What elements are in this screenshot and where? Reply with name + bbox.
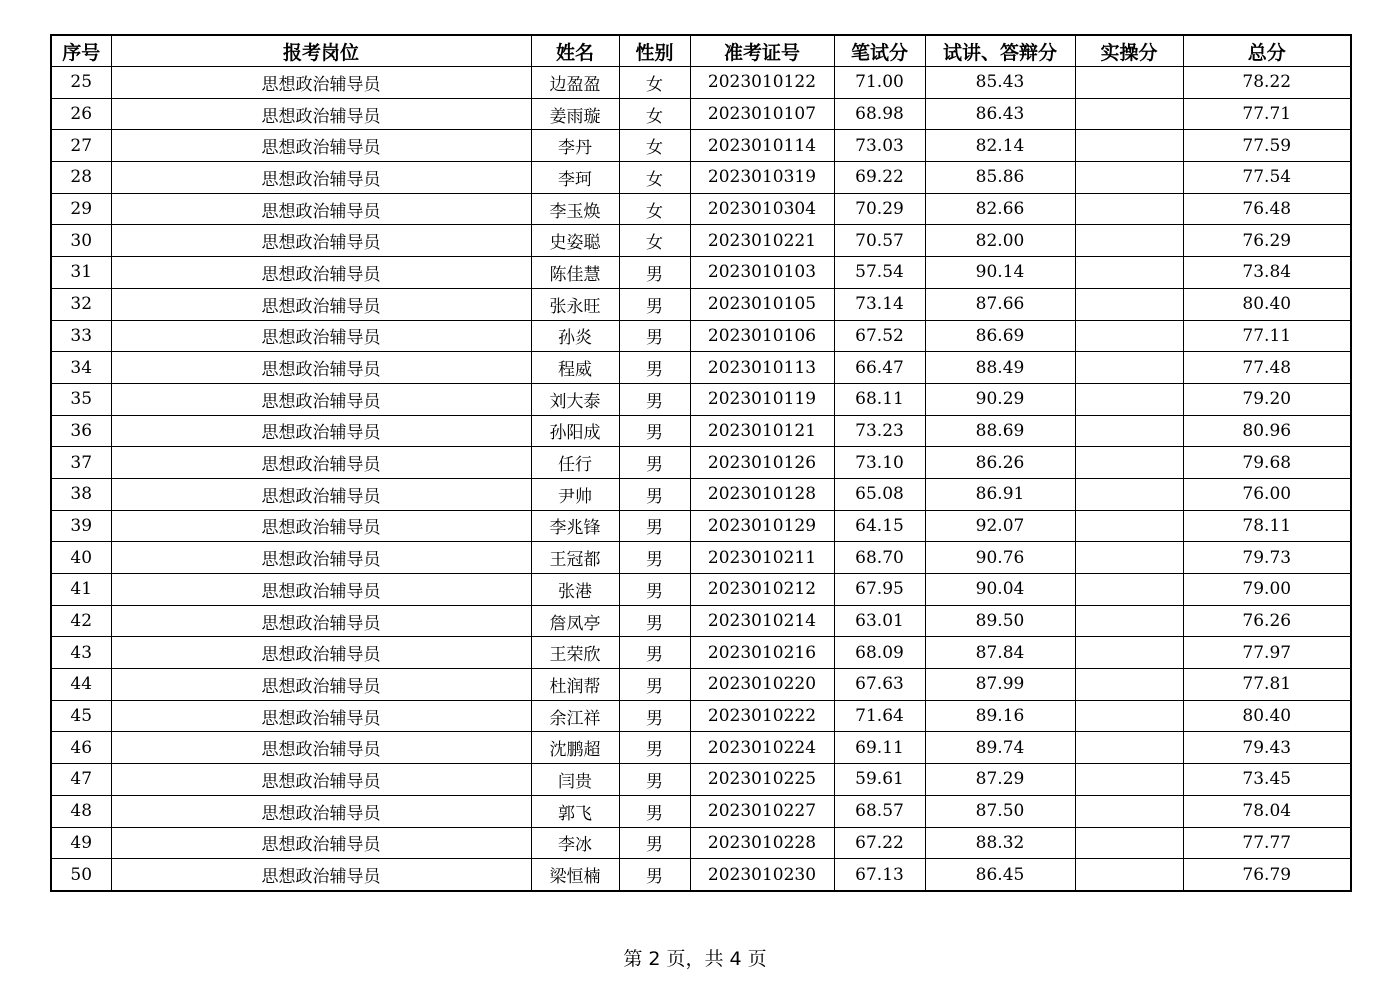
cell-position: 思想政治辅导员 [111, 415, 531, 447]
cell-total-score: 76.48 [1183, 193, 1351, 225]
cell-gender: 男 [619, 478, 690, 510]
table-row [51, 637, 1351, 669]
cell-lecture-score: 90.04 [925, 574, 1075, 606]
cell-exam-id: 2023010122 [690, 67, 834, 99]
cell-total-score: 79.00 [1183, 574, 1351, 606]
cell-position: 思想政治辅导员 [111, 288, 531, 320]
cell-position: 思想政治辅导员 [111, 383, 531, 415]
cell-name: 任行 [531, 447, 619, 479]
cell-lecture-score: 86.69 [925, 320, 1075, 352]
cell-total-score: 79.73 [1183, 542, 1351, 574]
cell-practical-score [1075, 225, 1183, 257]
cell-name: 李珂 [531, 162, 619, 194]
cell-total-score: 76.00 [1183, 478, 1351, 510]
cell-position: 思想政治辅导员 [111, 447, 531, 479]
cell-written-score: 64.15 [834, 510, 925, 542]
cell-total-score: 77.11 [1183, 320, 1351, 352]
cell-exam-id: 2023010114 [690, 130, 834, 162]
cell-index: 25 [51, 67, 111, 99]
cell-exam-id: 2023010220 [690, 669, 834, 701]
cell-practical-score [1075, 478, 1183, 510]
cell-written-score: 67.95 [834, 574, 925, 606]
cell-written-score: 73.10 [834, 447, 925, 479]
cell-name: 边盈盈 [531, 67, 619, 99]
cell-index: 42 [51, 605, 111, 637]
cell-written-score: 69.11 [834, 732, 925, 764]
cell-gender: 女 [619, 193, 690, 225]
cell-total-score: 73.84 [1183, 257, 1351, 289]
cell-practical-score [1075, 67, 1183, 99]
cell-index: 39 [51, 510, 111, 542]
cell-total-score: 79.20 [1183, 383, 1351, 415]
table-row [51, 669, 1351, 701]
cell-gender: 男 [619, 447, 690, 479]
cell-total-score: 76.79 [1183, 859, 1351, 891]
cell-gender: 女 [619, 130, 690, 162]
cell-position: 思想政治辅导员 [111, 605, 531, 637]
cell-lecture-score: 92.07 [925, 510, 1075, 542]
cell-position: 思想政治辅导员 [111, 510, 531, 542]
header-cell-index: 序号 [51, 35, 111, 67]
cell-practical-score [1075, 383, 1183, 415]
cell-practical-score [1075, 320, 1183, 352]
cell-position: 思想政治辅导员 [111, 67, 531, 99]
cell-position: 思想政治辅导员 [111, 795, 531, 827]
cell-practical-score [1075, 669, 1183, 701]
cell-total-score: 77.59 [1183, 130, 1351, 162]
cell-practical-score [1075, 288, 1183, 320]
cell-lecture-score: 85.43 [925, 67, 1075, 99]
table-row [51, 700, 1351, 732]
cell-index: 35 [51, 383, 111, 415]
cell-position: 思想政治辅导员 [111, 257, 531, 289]
cell-lecture-score: 82.00 [925, 225, 1075, 257]
cell-written-score: 68.70 [834, 542, 925, 574]
cell-practical-score [1075, 827, 1183, 859]
cell-name: 李玉焕 [531, 193, 619, 225]
cell-index: 41 [51, 574, 111, 606]
table-row [51, 162, 1351, 194]
cell-gender: 男 [619, 288, 690, 320]
cell-practical-score [1075, 415, 1183, 447]
cell-position: 思想政治辅导员 [111, 320, 531, 352]
cell-written-score: 65.08 [834, 478, 925, 510]
cell-written-score: 71.00 [834, 67, 925, 99]
cell-total-score: 77.97 [1183, 637, 1351, 669]
cell-name: 张港 [531, 574, 619, 606]
cell-position: 思想政治辅导员 [111, 225, 531, 257]
header-cell-position: 报考岗位 [111, 35, 531, 67]
cell-name: 程威 [531, 352, 619, 384]
cell-lecture-score: 82.14 [925, 130, 1075, 162]
cell-gender: 男 [619, 859, 690, 891]
cell-position: 思想政治辅导员 [111, 162, 531, 194]
cell-written-score: 70.57 [834, 225, 925, 257]
cell-practical-score [1075, 637, 1183, 669]
cell-written-score: 68.98 [834, 98, 925, 130]
cell-practical-score [1075, 193, 1183, 225]
cell-position: 思想政治辅导员 [111, 193, 531, 225]
cell-total-score: 78.04 [1183, 795, 1351, 827]
cell-written-score: 68.11 [834, 383, 925, 415]
cell-total-score: 77.71 [1183, 98, 1351, 130]
cell-index: 34 [51, 352, 111, 384]
cell-practical-score [1075, 605, 1183, 637]
cell-lecture-score: 82.66 [925, 193, 1075, 225]
cell-total-score: 77.48 [1183, 352, 1351, 384]
cell-name: 姜雨璇 [531, 98, 619, 130]
cell-lecture-score: 89.74 [925, 732, 1075, 764]
cell-index: 27 [51, 130, 111, 162]
table-row [51, 415, 1351, 447]
cell-gender: 女 [619, 98, 690, 130]
cell-practical-score [1075, 795, 1183, 827]
cell-gender: 男 [619, 669, 690, 701]
header-cell-written-score: 笔试分 [834, 35, 925, 67]
cell-practical-score [1075, 732, 1183, 764]
cell-position: 思想政治辅导员 [111, 732, 531, 764]
cell-total-score: 77.54 [1183, 162, 1351, 194]
cell-exam-id: 2023010225 [690, 764, 834, 796]
table-header [51, 35, 1351, 67]
cell-index: 30 [51, 225, 111, 257]
cell-total-score: 78.11 [1183, 510, 1351, 542]
cell-index: 46 [51, 732, 111, 764]
table-row [51, 383, 1351, 415]
cell-index: 37 [51, 447, 111, 479]
table-row [51, 764, 1351, 796]
cell-position: 思想政治辅导员 [111, 859, 531, 891]
cell-practical-score [1075, 162, 1183, 194]
table-row [51, 574, 1351, 606]
cell-written-score: 67.22 [834, 827, 925, 859]
cell-lecture-score: 87.99 [925, 669, 1075, 701]
cell-index: 26 [51, 98, 111, 130]
cell-index: 50 [51, 859, 111, 891]
cell-total-score: 80.40 [1183, 700, 1351, 732]
cell-lecture-score: 88.32 [925, 827, 1075, 859]
cell-name: 闫贵 [531, 764, 619, 796]
cell-exam-id: 2023010319 [690, 162, 834, 194]
cell-gender: 男 [619, 764, 690, 796]
cell-practical-score [1075, 542, 1183, 574]
cell-exam-id: 2023010212 [690, 574, 834, 606]
cell-name: 孙阳成 [531, 415, 619, 447]
cell-practical-score [1075, 510, 1183, 542]
cell-exam-id: 2023010106 [690, 320, 834, 352]
cell-lecture-score: 88.49 [925, 352, 1075, 384]
cell-total-score: 79.68 [1183, 447, 1351, 479]
cell-exam-id: 2023010103 [690, 257, 834, 289]
table-row [51, 542, 1351, 574]
header-cell-gender: 性别 [619, 35, 690, 67]
cell-index: 31 [51, 257, 111, 289]
cell-lecture-score: 89.16 [925, 700, 1075, 732]
cell-gender: 男 [619, 510, 690, 542]
cell-exam-id: 2023010107 [690, 98, 834, 130]
cell-total-score: 80.40 [1183, 288, 1351, 320]
cell-name: 尹帅 [531, 478, 619, 510]
cell-practical-score [1075, 352, 1183, 384]
header-cell-total-score: 总分 [1183, 35, 1351, 67]
cell-position: 思想政治辅导员 [111, 669, 531, 701]
cell-exam-id: 2023010128 [690, 478, 834, 510]
cell-position: 思想政治辅导员 [111, 827, 531, 859]
cell-gender: 男 [619, 415, 690, 447]
table-row [51, 193, 1351, 225]
cell-exam-id: 2023010216 [690, 637, 834, 669]
cell-lecture-score: 87.29 [925, 764, 1075, 796]
cell-index: 44 [51, 669, 111, 701]
cell-name: 李兆锋 [531, 510, 619, 542]
table-row [51, 352, 1351, 384]
cell-total-score: 76.26 [1183, 605, 1351, 637]
cell-written-score: 59.61 [834, 764, 925, 796]
cell-index: 28 [51, 162, 111, 194]
cell-lecture-score: 85.86 [925, 162, 1075, 194]
table-row [51, 67, 1351, 99]
cell-name: 孙炎 [531, 320, 619, 352]
cell-position: 思想政治辅导员 [111, 478, 531, 510]
cell-total-score: 79.43 [1183, 732, 1351, 764]
cell-total-score: 76.29 [1183, 225, 1351, 257]
table-row [51, 510, 1351, 542]
cell-exam-id: 2023010119 [690, 383, 834, 415]
cell-written-score: 67.52 [834, 320, 925, 352]
cell-gender: 男 [619, 383, 690, 415]
table-body [51, 67, 1351, 891]
cell-exam-id: 2023010211 [690, 542, 834, 574]
cell-lecture-score: 87.66 [925, 288, 1075, 320]
cell-practical-score [1075, 130, 1183, 162]
cell-index: 49 [51, 827, 111, 859]
cell-lecture-score: 89.50 [925, 605, 1075, 637]
cell-exam-id: 2023010222 [690, 700, 834, 732]
cell-written-score: 57.54 [834, 257, 925, 289]
cell-gender: 女 [619, 67, 690, 99]
cell-gender: 男 [619, 320, 690, 352]
cell-name: 郭飞 [531, 795, 619, 827]
table-row [51, 827, 1351, 859]
table-row [51, 859, 1351, 891]
cell-name: 陈佳慧 [531, 257, 619, 289]
cell-exam-id: 2023010227 [690, 795, 834, 827]
cell-gender: 男 [619, 700, 690, 732]
cell-lecture-score: 87.84 [925, 637, 1075, 669]
cell-total-score: 80.96 [1183, 415, 1351, 447]
cell-lecture-score: 87.50 [925, 795, 1075, 827]
table-row [51, 320, 1351, 352]
cell-name: 王荣欣 [531, 637, 619, 669]
header-row [51, 35, 1351, 67]
cell-lecture-score: 90.29 [925, 383, 1075, 415]
table-row [51, 795, 1351, 827]
cell-name: 詹凤亭 [531, 605, 619, 637]
cell-name: 史姿聪 [531, 225, 619, 257]
cell-name: 梁恒楠 [531, 859, 619, 891]
header-cell-practical-score: 实操分 [1075, 35, 1183, 67]
table-row [51, 288, 1351, 320]
cell-gender: 男 [619, 257, 690, 289]
cell-gender: 男 [619, 637, 690, 669]
header-cell-lecture-score: 试讲、答辩分 [925, 35, 1075, 67]
cell-index: 38 [51, 478, 111, 510]
cell-practical-score [1075, 98, 1183, 130]
table-row [51, 130, 1351, 162]
cell-gender: 男 [619, 352, 690, 384]
cell-position: 思想政治辅导员 [111, 130, 531, 162]
cell-exam-id: 2023010105 [690, 288, 834, 320]
cell-index: 43 [51, 637, 111, 669]
cell-exam-id: 2023010304 [690, 193, 834, 225]
cell-total-score: 77.81 [1183, 669, 1351, 701]
cell-total-score: 77.77 [1183, 827, 1351, 859]
cell-index: 32 [51, 288, 111, 320]
cell-index: 47 [51, 764, 111, 796]
cell-lecture-score: 90.14 [925, 257, 1075, 289]
cell-practical-score [1075, 859, 1183, 891]
cell-exam-id: 2023010126 [690, 447, 834, 479]
cell-name: 杜润帮 [531, 669, 619, 701]
cell-position: 思想政治辅导员 [111, 637, 531, 669]
cell-name: 李冰 [531, 827, 619, 859]
cell-written-score: 68.09 [834, 637, 925, 669]
cell-lecture-score: 86.43 [925, 98, 1075, 130]
cell-position: 思想政治辅导员 [111, 764, 531, 796]
cell-lecture-score: 86.91 [925, 478, 1075, 510]
cell-written-score: 70.29 [834, 193, 925, 225]
cell-gender: 女 [619, 162, 690, 194]
cell-name: 王冠都 [531, 542, 619, 574]
cell-gender: 女 [619, 225, 690, 257]
cell-position: 思想政治辅导员 [111, 352, 531, 384]
cell-written-score: 67.63 [834, 669, 925, 701]
cell-written-score: 66.47 [834, 352, 925, 384]
cell-gender: 男 [619, 574, 690, 606]
cell-gender: 男 [619, 732, 690, 764]
cell-lecture-score: 88.69 [925, 415, 1075, 447]
cell-index: 40 [51, 542, 111, 574]
table-row [51, 478, 1351, 510]
cell-index: 45 [51, 700, 111, 732]
cell-written-score: 73.23 [834, 415, 925, 447]
cell-practical-score [1075, 574, 1183, 606]
cell-position: 思想政治辅导员 [111, 98, 531, 130]
cell-gender: 男 [619, 795, 690, 827]
cell-lecture-score: 86.26 [925, 447, 1075, 479]
cell-lecture-score: 86.45 [925, 859, 1075, 891]
cell-exam-id: 2023010214 [690, 605, 834, 637]
cell-position: 思想政治辅导员 [111, 574, 531, 606]
cell-practical-score [1075, 257, 1183, 289]
cell-written-score: 71.64 [834, 700, 925, 732]
cell-practical-score [1075, 447, 1183, 479]
cell-index: 33 [51, 320, 111, 352]
table-row [51, 98, 1351, 130]
table-row [51, 257, 1351, 289]
table-row [51, 732, 1351, 764]
cell-exam-id: 2023010113 [690, 352, 834, 384]
cell-index: 29 [51, 193, 111, 225]
cell-gender: 男 [619, 605, 690, 637]
cell-exam-id: 2023010121 [690, 415, 834, 447]
cell-index: 48 [51, 795, 111, 827]
cell-written-score: 73.14 [834, 288, 925, 320]
cell-position: 思想政治辅导员 [111, 700, 531, 732]
page-number: 第 2 页，共 4 页 [623, 948, 767, 970]
cell-name: 沈鹏超 [531, 732, 619, 764]
score-table [50, 34, 1352, 892]
cell-exam-id: 2023010221 [690, 225, 834, 257]
cell-total-score: 73.45 [1183, 764, 1351, 796]
cell-position: 思想政治辅导员 [111, 542, 531, 574]
cell-written-score: 68.57 [834, 795, 925, 827]
cell-name: 余江祥 [531, 700, 619, 732]
cell-name: 刘大泰 [531, 383, 619, 415]
table-row [51, 225, 1351, 257]
cell-written-score: 67.13 [834, 859, 925, 891]
cell-exam-id: 2023010224 [690, 732, 834, 764]
cell-exam-id: 2023010230 [690, 859, 834, 891]
table-row [51, 605, 1351, 637]
cell-practical-score [1075, 764, 1183, 796]
cell-exam-id: 2023010228 [690, 827, 834, 859]
cell-exam-id: 2023010129 [690, 510, 834, 542]
cell-practical-score [1075, 700, 1183, 732]
cell-index: 36 [51, 415, 111, 447]
cell-name: 李丹 [531, 130, 619, 162]
cell-lecture-score: 90.76 [925, 542, 1075, 574]
cell-written-score: 69.22 [834, 162, 925, 194]
cell-gender: 男 [619, 542, 690, 574]
cell-written-score: 73.03 [834, 130, 925, 162]
cell-total-score: 78.22 [1183, 67, 1351, 99]
cell-gender: 男 [619, 827, 690, 859]
cell-written-score: 63.01 [834, 605, 925, 637]
header-cell-name: 姓名 [531, 35, 619, 67]
cell-name: 张永旺 [531, 288, 619, 320]
table-row [51, 447, 1351, 479]
header-cell-exam-id: 准考证号 [690, 35, 834, 67]
